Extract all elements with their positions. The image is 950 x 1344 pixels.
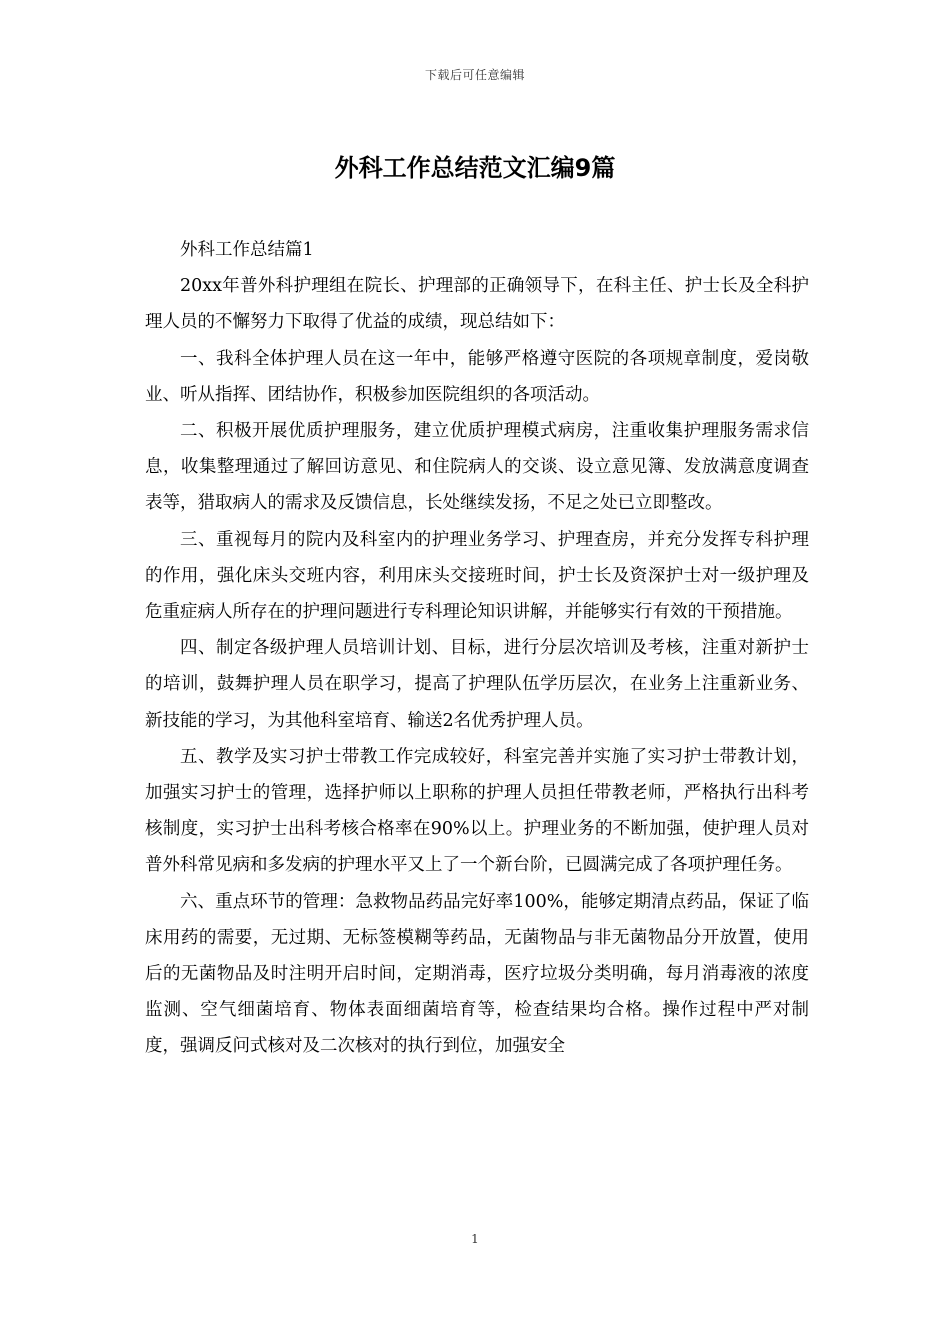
paragraph-6: 六、重点环节的管理：急救物品药品完好率100%，能够定期清点药品，保证了临床用药的需要，无过期、无标签模糊等药品，无菌物品与非无菌物品分开放置，使用后的无菌物品及时注明开启时间，定期消毒，医疗垃圾分类明确，每月消毒液的浓度监测、空气细菌培育、物体表面细菌培育等，检查结果均合格。操作过程中严对制度，强调反问式核对及二次核对的执行到位，加强安全 <box>145 891 809 1057</box>
document-title: 外科工作总结范文汇编9篇 <box>334 154 616 182</box>
paragraph-intro: 20xx年普外科护理组在院长、护理部的正确领导下，在科主任、护士长及全科护理人员的不懈努力下取得了优益的成绩，现总结如下： <box>145 276 809 333</box>
paragraph-2: 二、积极开展优质护理服务，建立优质护理模式病房，注重收集护理服务需求信息，收集整理通过了解回访意见、和住院病人的交谈、设立意见簿、发放满意度调查表等，猎取病人的需求及反馈信息，长处继续发扬，不足之处已立即整改。 <box>145 421 809 514</box>
paragraph-4: 四、制定各级护理人员培训计划、目标，进行分层次培训及考核，注重对新护士的培训，鼓舞护理人员在职学习，提高了护理队伍学历层次，在业务上注重新业务、新技能的学习，为其他科室培育、输送2名优秀护理人员。 <box>145 638 809 731</box>
paragraph-3: 三、重视每月的院内及科室内的护理业务学习、护理查房，并充分发挥专科护理的作用，强化床头交班内容，利用床头交接班时间，护士长及资深护士对一级护理及危重症病人所存在的护理问题进行专科理论知识讲解，并能够实行有效的干预措施。 <box>145 529 809 623</box>
page-number: 1 <box>471 1232 479 1246</box>
paragraph-5: 五、教学及实习护士带教工作完成较好，科室完善并实施了实习护士带教计划，加强实习护士的管理，选择护师以上职称的护理人员担任带教老师，严格执行出科考核制度，实习护士出科考核合格率在90%以上。护理业务的不断加强，使护理人员对普外科常见病和多发病的护理水平又上了一个新台阶，已圆满完成了各项护理任务。 <box>145 746 809 876</box>
section-heading: 外科工作总结篇1 <box>180 240 314 260</box>
paragraph-1: 一、我科全体护理人员在这一年中，能够严格遵守医院的各项规章制度，爱岗敬业、听从指挥、团结协作，积极参加医院组织的各项活动。 <box>145 348 809 405</box>
document-body <box>145 232 809 1065</box>
page-header: 下载后可任意编辑 <box>424 68 525 82</box>
